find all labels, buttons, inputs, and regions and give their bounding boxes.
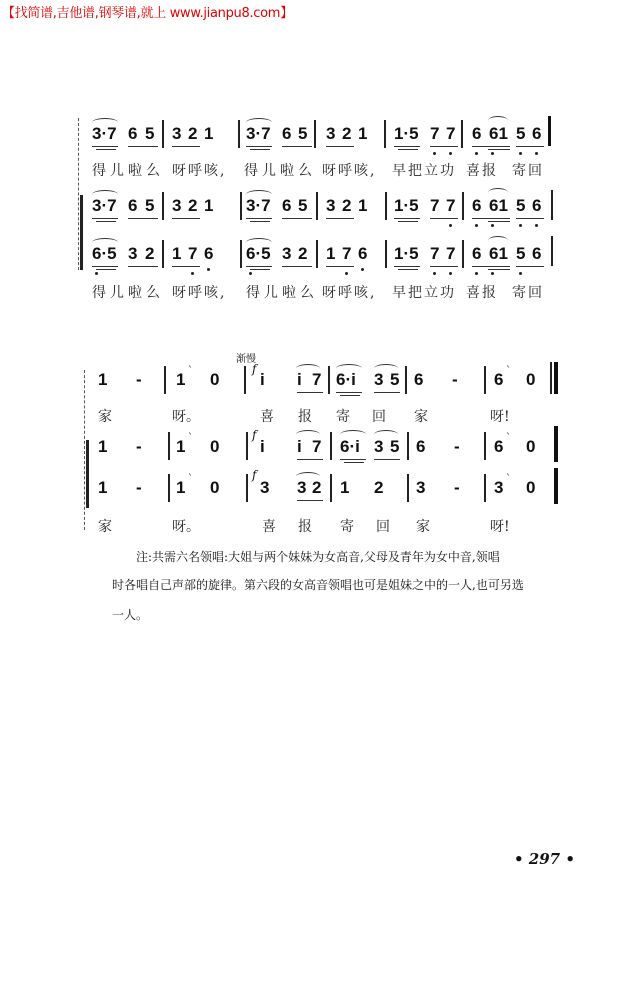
system-brace [80, 195, 83, 270]
footnote-line-3: 一人。 [112, 608, 149, 622]
barline [162, 120, 164, 148]
dynamic-mark: f [252, 362, 257, 376]
system-bracket [78, 118, 79, 270]
lyric: 得儿啦么 [92, 163, 164, 179]
footnote-line-2: 时各唱自己声部的旋律。第六段的女高音领唱也可是姐妹之中的一人,也可另选 [112, 578, 524, 592]
tempo-mark: 渐慢 [236, 354, 256, 365]
system-brace [86, 440, 89, 508]
page-number: • 297 • [514, 850, 575, 868]
site-banner[interactable]: 【找简谱,吉他谱,钢琴谱,就上 www.jianpu8.com】 [2, 6, 293, 21]
note-group: 3·7 [92, 124, 117, 143]
footnote-line-1: 注:共需六名领唱:大姐与两个妹妹为女高音,父母及青年为女中音,领唱 [136, 550, 500, 564]
system-bracket [84, 370, 85, 530]
